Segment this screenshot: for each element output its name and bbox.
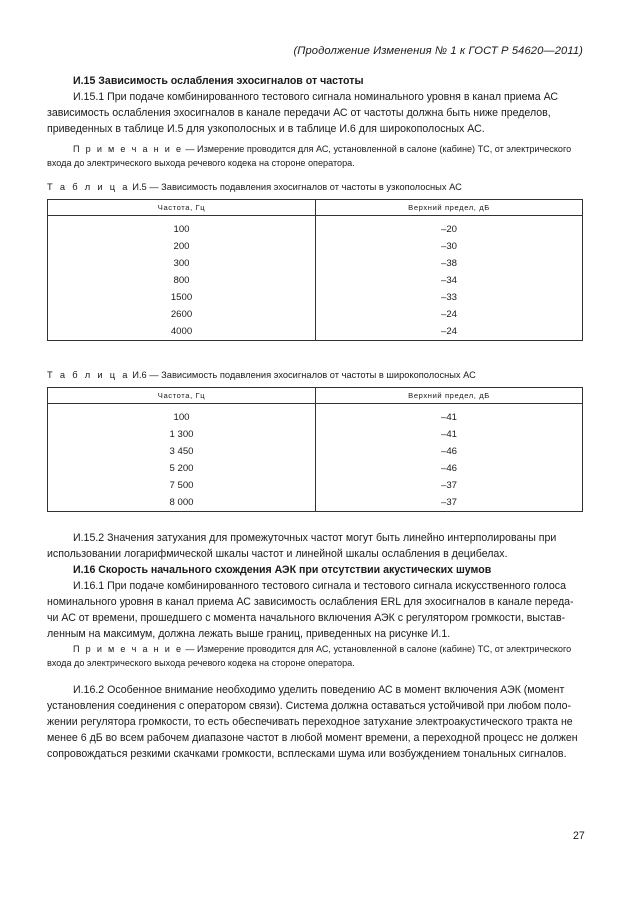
column-header-frequency: Частота, Гц (48, 388, 316, 404)
table-row (48, 272, 583, 289)
table-i6-caption (47, 369, 583, 382)
para-i15-2-line2: использовании логарифмической шкалы частот и линейной шкалы ослабления в децибелах. (47, 548, 508, 560)
para-i16-2-line5: сопровождаться резкими скачками громкости, всплесками шума или возбуждением тональных сигналов. (47, 748, 567, 760)
cell-frequency: 300 (48, 255, 316, 272)
table-row (48, 460, 583, 477)
para-i16-2-line2: установления соединения с оператором связи). Система должна оставаться устойчивой при любом поло- (47, 700, 572, 712)
table-row (48, 289, 583, 306)
section-i15 (47, 73, 583, 137)
cell-upper-limit: –24 (316, 323, 583, 341)
note-i15-line2: входа до электрического выхода речевого кодека на стороне оператора. (47, 158, 355, 168)
note-i15 (47, 142, 583, 170)
cell-upper-limit: –41 (316, 409, 583, 426)
cell-upper-limit: –38 (316, 255, 583, 272)
cell-frequency: 200 (48, 238, 316, 255)
table-i5-caption-text: И.5 — Зависимость подавления эхосигналов от частоты в узкополосных АС (129, 182, 462, 192)
note-label: П р и м е ч а н и е (73, 644, 183, 654)
note-i16-line1 (47, 642, 583, 656)
table-row (48, 426, 583, 443)
table-row (48, 443, 583, 460)
para-i16-1-line4: ленным на максимум, должна лежать выше границ, приведенных на рисунке И.1. (47, 628, 451, 640)
para-i16-1-line2: номинального уровня в канал приема АС зависимость ослабления ERL для эхосигналов в канале переда- (47, 596, 574, 608)
table-i6 (47, 387, 583, 512)
table-row (48, 494, 583, 512)
cell-upper-limit: –46 (316, 460, 583, 477)
para-i15-2-line1: И.15.2 Значения затухания для промежуточных частот могут быть линейно интерполированы при (73, 532, 557, 544)
cell-frequency: 2600 (48, 306, 316, 323)
table-row (48, 306, 583, 323)
cell-frequency: 100 (48, 221, 316, 238)
section-i16-title: И.16 Скорость начального схождения АЭК при отсутствии акустических шумов (73, 564, 492, 576)
cell-upper-limit: –37 (316, 494, 583, 512)
table-i5 (47, 199, 583, 341)
para-i16-2-line1: И.16.2 Особенное внимание необходимо уделить поведению АС в момент включения АЭК (момент (73, 684, 565, 696)
para-i15-1-line3: приведенных в таблице И.5 для узкополосных и в таблице И.6 для широкополосных АС. (47, 123, 485, 135)
para-i16-1-line1: И.16.1 При подаче комбинированного тестового сигнала и тестового сигнала искусственного голоса (73, 580, 566, 592)
column-header-upper-limit: Верхний предел, дБ (316, 388, 583, 404)
cell-frequency: 800 (48, 272, 316, 289)
para-i15-1-line1: И.15.1 При подаче комбинированного тестового сигнала номинального уровня в канал приема АС (73, 91, 559, 103)
cell-frequency: 1 300 (48, 426, 316, 443)
table-i5-caption-label: Т а б л и ц а (47, 182, 130, 192)
table-row (48, 255, 583, 272)
note-label: П р и м е ч а н и е (73, 144, 183, 154)
table-row (48, 477, 583, 494)
cell-frequency: 1500 (48, 289, 316, 306)
note-i16-line2: входа до электрического выхода речевого кодека на стороне оператора. (47, 658, 355, 668)
para-i16-1-line3: чи АС от времени, прошедшего с момента начального включения АЭК с регулятором громкости, выстав- (47, 612, 566, 624)
note-text: — Измерение проводится для АС, установленной в салоне (кабине) ТС, от электрического (182, 144, 572, 154)
cell-upper-limit: –33 (316, 289, 583, 306)
table-header-row (48, 200, 583, 216)
cell-frequency: 4000 (48, 323, 316, 341)
table-row (48, 238, 583, 255)
cell-upper-limit: –30 (316, 238, 583, 255)
para-i16-2-line3: жении регулятора громкости, то есть обеспечивать переходное затухание электроакустического тракта не (47, 716, 573, 728)
table-i6-caption-label: Т а б л и ц а (47, 370, 130, 380)
cell-frequency: 100 (48, 409, 316, 426)
cell-upper-limit: –37 (316, 477, 583, 494)
para-i15-1-line2: зависимость ослабления эхосигналов в канале передачи АС от частоты должна быть ниже пределов, (47, 107, 551, 119)
section-i15-title: И.15 Зависимость ослабления эхосигналов от частоты (73, 75, 364, 87)
column-header-frequency: Частота, Гц (48, 200, 316, 216)
table-header-row (48, 388, 583, 404)
section-i16-block (47, 530, 583, 642)
cell-upper-limit: –46 (316, 443, 583, 460)
note-i15-line1 (47, 142, 583, 156)
table-row (48, 323, 583, 341)
cell-upper-limit: –24 (316, 306, 583, 323)
column-header-upper-limit: Верхний предел, дБ (316, 200, 583, 216)
cell-upper-limit: –20 (316, 221, 583, 238)
cell-frequency: 5 200 (48, 460, 316, 477)
para-i16-2 (47, 682, 583, 762)
page-number: 27 (573, 830, 585, 842)
cell-upper-limit: –41 (316, 426, 583, 443)
table-i6-caption-text: И.6 — Зависимость подавления эхосигналов от частоты в широкополосных АС (129, 370, 476, 380)
cell-upper-limit: –34 (316, 272, 583, 289)
cell-frequency: 8 000 (48, 494, 316, 512)
table-i5-caption (47, 181, 583, 194)
note-text: — Измерение проводится для АС, установленной в салоне (кабине) ТС, от электрического (182, 644, 572, 654)
cell-frequency: 7 500 (48, 477, 316, 494)
note-i16 (47, 642, 583, 670)
cell-frequency: 3 450 (48, 443, 316, 460)
running-header: (Продолжение Изменения № 1 к ГОСТ Р 54620—2011) (293, 45, 583, 57)
para-i16-2-line4: менее 6 дБ во всем рабочем диапазоне частот в любой момент времени, а переходной процесс не должен (47, 732, 578, 744)
table-row (48, 221, 583, 238)
table-row (48, 409, 583, 426)
